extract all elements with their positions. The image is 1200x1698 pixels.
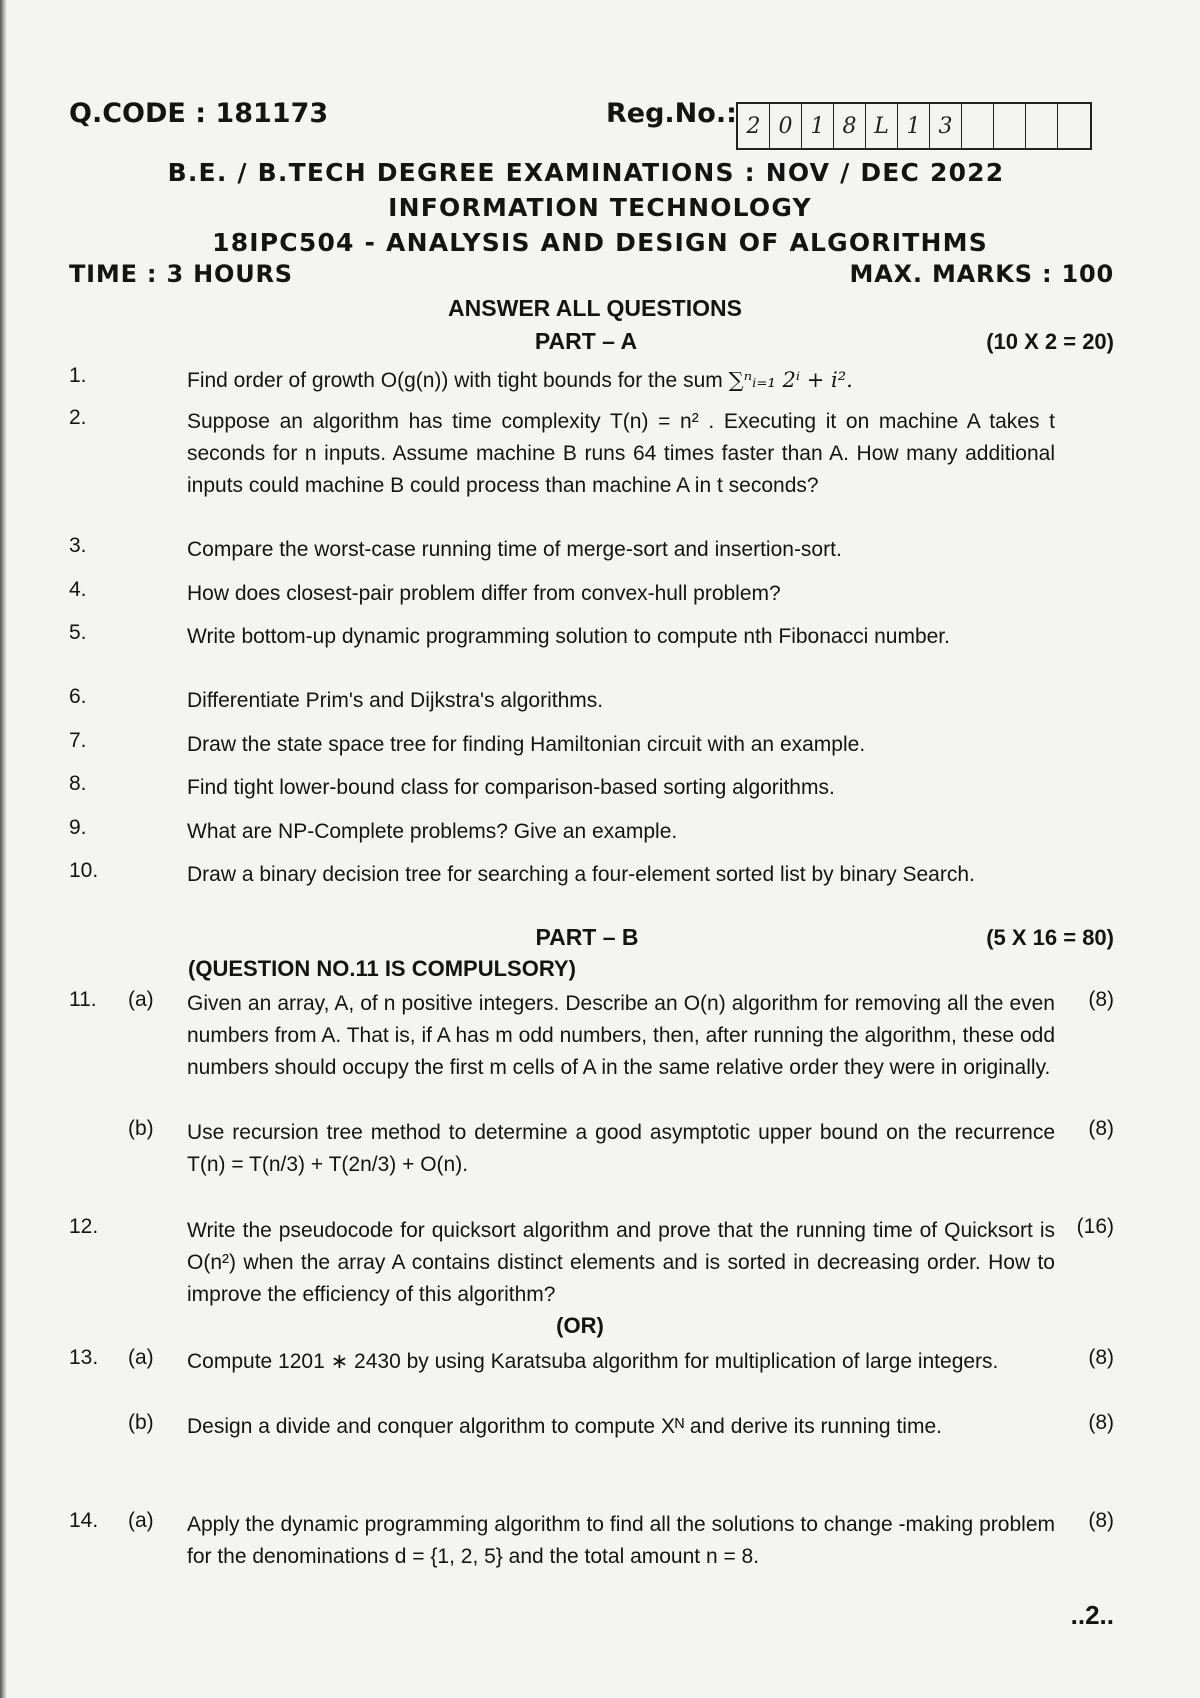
question-number: 7.: [69, 729, 87, 752]
question-number: 1.: [69, 364, 87, 387]
next-page-indicator: ..2..: [1070, 1600, 1114, 1630]
question-number: 9.: [69, 816, 87, 839]
question-text: Design a divide and conquer algorithm to compute Xᴺ and derive its running time.: [187, 1415, 942, 1438]
question-number: 8.: [69, 772, 87, 795]
question-number: 12.: [69, 1215, 99, 1238]
max-marks: MAX. MARKS : 100: [849, 260, 1114, 288]
reg-digit-box: [994, 104, 1026, 148]
course-title: 18IPC504 - ANALYSIS AND DESIGN OF ALGORITHMS: [212, 228, 988, 257]
sub-question-label: (a): [128, 1509, 154, 1532]
exam-title: B.E. / B.TECH DEGREE EXAMINATIONS : NOV / DEC 2022: [167, 158, 1005, 187]
question-number: 5.: [69, 621, 87, 644]
question-text: Write bottom-up dynamic programming solution to compute nth Fibonacci number.: [187, 625, 950, 648]
reg-digit-box: [962, 104, 994, 148]
question-text: Compute 1201 ∗ 2430 by using Karatsuba algorithm for multiplication of large integers.: [187, 1350, 999, 1373]
question-text: Find tight lower-bound class for comparison-based sorting algorithms.: [187, 776, 835, 799]
reg-digit-box: L: [866, 104, 898, 148]
question-1-text: Find order of growth O(g(n)) with tight bounds for the sum: [187, 369, 723, 392]
instruction: ANSWER ALL QUESTIONS: [448, 295, 742, 321]
reg-digit-box: [1058, 104, 1090, 148]
question-number: 14.: [69, 1509, 99, 1532]
question-text: Differentiate Prim's and Dijkstra's algorithms.: [187, 689, 604, 712]
question-text: Suppose an algorithm has time complexity T(n) = n² . Executing it on machine A takes t seconds for n inputs. Assume machine B runs 64 times faster than A. How many additional inputs could machine B could process than machine A in t seconds?: [187, 410, 1055, 497]
question-text: [187, 364, 1055, 397]
reg-no-boxes: [736, 102, 1092, 150]
question-text: Draw a binary decision tree for searching a four-element sorted list by binary Search.: [187, 863, 975, 886]
part-a-title: PART – A: [534, 328, 638, 354]
question-text: Write the pseudocode for quicksort algorithm and prove that the running time of Quicksort is O(n²) when the array A contains distinct elements and is sorted in decreasing order. How to improve the efficiency of this algorithm?: [187, 1219, 1055, 1306]
reg-digit-box: 2: [738, 104, 770, 148]
question-number: 13.: [69, 1346, 99, 1369]
question-text: How does closest-pair problem differ from convex-hull problem?: [187, 582, 781, 605]
reg-digit-box: 0: [770, 104, 802, 148]
part-a-marks: (10 X 2 = 20): [986, 329, 1114, 354]
question-text: Apply the dynamic programming algorithm to find all the solutions to change -making problem for the denominations d = {1, 2, 5} and the total amount n = 8.: [187, 1513, 1055, 1568]
part-b-title: PART – B: [535, 924, 639, 950]
question-number: 6.: [69, 685, 87, 708]
question-marks: (8): [1088, 1509, 1114, 1532]
question-text: Use recursion tree method to determine a good asymptotic upper bound on the recurrence T(n) = T(n/3) + T(2n/3) + O(n).: [187, 1121, 1055, 1176]
or-separator: (OR): [556, 1313, 604, 1338]
part-b-marks: (5 X 16 = 80): [986, 925, 1114, 950]
question-code: Q.CODE : 181173: [69, 98, 329, 129]
exam-duration: TIME : 3 HOURS: [69, 260, 293, 288]
department-title: INFORMATION TECHNOLOGY: [388, 193, 812, 222]
sub-question-label: (b): [128, 1411, 154, 1434]
question-marks: (8): [1088, 1411, 1114, 1434]
question-marks: (8): [1088, 1346, 1114, 1369]
compulsory-note: (QUESTION NO.11 IS COMPULSORY): [188, 956, 576, 981]
question-number: 3.: [69, 534, 87, 557]
reg-digit-box: 1: [802, 104, 834, 148]
sub-question-label: (b): [128, 1117, 154, 1140]
question-text: What are NP-Complete problems? Give an example.: [187, 820, 678, 843]
reg-digit-box: 8: [834, 104, 866, 148]
question-number: 10.: [69, 859, 99, 882]
reg-digit-box: 1: [898, 104, 930, 148]
question-text: Compare the worst-case running time of merge-sort and insertion-sort.: [187, 538, 842, 561]
sub-question-label: (a): [128, 1346, 154, 1369]
sub-question-label: (a): [128, 988, 154, 1011]
question-number: 11.: [69, 988, 97, 1011]
question-text: Draw the state space tree for finding Hamiltonian circuit with an example.: [187, 733, 866, 756]
question-number: 2.: [69, 406, 87, 429]
question-marks: (16): [1076, 1215, 1114, 1238]
question-number: 4.: [69, 578, 87, 601]
question-text: Given an array, A, of n positive integers. Describe an O(n) algorithm for removing all the even numbers from A. That is, if A has m odd numbers, then, after running the algorithm, these odd numbers should occupy the first m cells of A in the same relative order they were in originally.: [187, 992, 1055, 1079]
reg-no-label: Reg.No.:: [606, 98, 737, 129]
question-marks: (8): [1088, 988, 1114, 1011]
reg-digit-box: 3: [930, 104, 962, 148]
question-marks: (8): [1088, 1117, 1114, 1140]
reg-digit-box: [1026, 104, 1058, 148]
summation-formula: ∑ⁿᵢ₌₁ 2ⁱ + i².: [728, 368, 853, 392]
